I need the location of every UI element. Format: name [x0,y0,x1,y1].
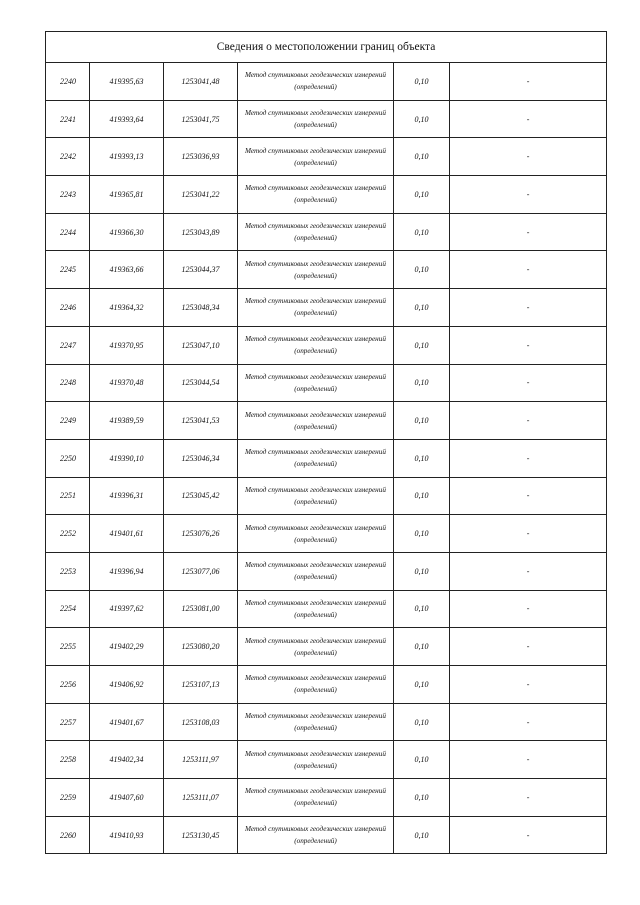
coord-x: 419366,30 [90,213,164,251]
precision-cell: 0,10 [394,779,450,817]
table-row [46,552,607,590]
table-row [46,402,607,440]
description-cell: - [450,590,607,628]
coord-x: 419407,60 [90,779,164,817]
description-cell: - [450,176,607,214]
coord-y: 1253041,22 [164,176,238,214]
method-cell: Метод спутниковых геодезических измерений (определений) [238,100,394,138]
table-row [46,364,607,402]
point-number: 2249 [46,402,90,440]
coord-y: 1253044,54 [164,364,238,402]
coord-x: 419365,81 [90,176,164,214]
coord-y: 1253130,45 [164,816,238,854]
precision-cell: 0,10 [394,251,450,289]
point-number: 2247 [46,326,90,364]
table-row [46,251,607,289]
description-cell: - [450,741,607,779]
table-row [46,439,607,477]
description-cell: - [450,63,607,101]
document-sheet [45,31,606,854]
coord-x: 419402,34 [90,741,164,779]
coord-x: 419390,10 [90,439,164,477]
description-cell: - [450,138,607,176]
point-number: 2241 [46,100,90,138]
method-cell: Метод спутниковых геодезических измерений (определений) [238,213,394,251]
description-cell: - [450,326,607,364]
table-row [46,779,607,817]
description-cell: - [450,251,607,289]
coord-x: 419401,67 [90,703,164,741]
method-cell: Метод спутниковых геодезических измерений (определений) [238,326,394,364]
coord-y: 1253080,20 [164,628,238,666]
description-cell: - [450,816,607,854]
coord-x: 419410,93 [90,816,164,854]
coord-x: 419393,64 [90,100,164,138]
method-cell: Метод спутниковых геодезических измерений (определений) [238,402,394,440]
method-cell: Метод спутниковых геодезических измерений (определений) [238,477,394,515]
description-cell: - [450,552,607,590]
point-number: 2256 [46,666,90,704]
boundary-table [45,31,607,854]
table-row [46,816,607,854]
table-row [46,100,607,138]
description-cell: - [450,779,607,817]
coord-y: 1253046,34 [164,439,238,477]
coord-x: 419393,13 [90,138,164,176]
table-row [46,289,607,327]
precision-cell: 0,10 [394,326,450,364]
description-cell: - [450,213,607,251]
point-number: 2246 [46,289,90,327]
precision-cell: 0,10 [394,741,450,779]
coord-x: 419364,32 [90,289,164,327]
coord-x: 419389,59 [90,402,164,440]
coord-y: 1253041,48 [164,63,238,101]
coord-x: 419370,48 [90,364,164,402]
precision-cell: 0,10 [394,364,450,402]
description-cell: - [450,703,607,741]
precision-cell: 0,10 [394,552,450,590]
precision-cell: 0,10 [394,590,450,628]
point-number: 2259 [46,779,90,817]
point-number: 2258 [46,741,90,779]
coord-x: 419397,62 [90,590,164,628]
coord-y: 1253041,53 [164,402,238,440]
method-cell: Метод спутниковых геодезических измерений (определений) [238,63,394,101]
coord-y: 1253036,93 [164,138,238,176]
table-row [46,666,607,704]
table-row [46,590,607,628]
table-row [46,138,607,176]
coord-y: 1253081,00 [164,590,238,628]
description-cell: - [450,439,607,477]
table-row [46,515,607,553]
method-cell: Метод спутниковых геодезических измерений (определений) [238,138,394,176]
point-number: 2243 [46,176,90,214]
point-number: 2240 [46,63,90,101]
coord-y: 1253043,89 [164,213,238,251]
method-cell: Метод спутниковых геодезических измерений (определений) [238,741,394,779]
precision-cell: 0,10 [394,439,450,477]
method-cell: Метод спутниковых геодезических измерений (определений) [238,176,394,214]
description-cell: - [450,515,607,553]
coord-y: 1253041,75 [164,100,238,138]
coord-y: 1253111,07 [164,779,238,817]
coord-y: 1253047,10 [164,326,238,364]
description-cell: - [450,666,607,704]
method-cell: Метод спутниковых геодезических измерений (определений) [238,666,394,704]
table-row [46,477,607,515]
method-cell: Метод спутниковых геодезических измерений (определений) [238,590,394,628]
coord-x: 419396,31 [90,477,164,515]
coord-x: 419402,29 [90,628,164,666]
table-body [46,63,607,854]
precision-cell: 0,10 [394,515,450,553]
precision-cell: 0,10 [394,63,450,101]
description-cell: - [450,100,607,138]
method-cell: Метод спутниковых геодезических измерений (определений) [238,439,394,477]
method-cell: Метод спутниковых геодезических измерений (определений) [238,779,394,817]
coord-y: 1253077,06 [164,552,238,590]
coord-x: 419396,94 [90,552,164,590]
precision-cell: 0,10 [394,176,450,214]
coord-x: 419406,92 [90,666,164,704]
precision-cell: 0,10 [394,100,450,138]
coord-x: 419395,63 [90,63,164,101]
point-number: 2257 [46,703,90,741]
method-cell: Метод спутниковых геодезических измерений (определений) [238,289,394,327]
coord-y: 1253111,97 [164,741,238,779]
point-number: 2255 [46,628,90,666]
coord-x: 419401,61 [90,515,164,553]
point-number: 2254 [46,590,90,628]
table-row [46,741,607,779]
description-cell: - [450,289,607,327]
method-cell: Метод спутниковых геодезических измерений (определений) [238,816,394,854]
coord-x: 419370,95 [90,326,164,364]
method-cell: Метод спутниковых геодезических измерений (определений) [238,364,394,402]
table-row [46,176,607,214]
precision-cell: 0,10 [394,138,450,176]
precision-cell: 0,10 [394,213,450,251]
method-cell: Метод спутниковых геодезических измерений (определений) [238,515,394,553]
point-number: 2242 [46,138,90,176]
point-number: 2245 [46,251,90,289]
method-cell: Метод спутниковых геодезических измерений (определений) [238,552,394,590]
precision-cell: 0,10 [394,628,450,666]
coord-y: 1253108,03 [164,703,238,741]
method-cell: Метод спутниковых геодезических измерений (определений) [238,628,394,666]
point-number: 2260 [46,816,90,854]
precision-cell: 0,10 [394,666,450,704]
description-cell: - [450,628,607,666]
description-cell: - [450,364,607,402]
precision-cell: 0,10 [394,477,450,515]
coord-y: 1253044,37 [164,251,238,289]
point-number: 2252 [46,515,90,553]
precision-cell: 0,10 [394,402,450,440]
table-row [46,628,607,666]
point-number: 2244 [46,213,90,251]
precision-cell: 0,10 [394,289,450,327]
precision-cell: 0,10 [394,703,450,741]
point-number: 2248 [46,364,90,402]
table-row [46,213,607,251]
coord-x: 419363,66 [90,251,164,289]
point-number: 2250 [46,439,90,477]
method-cell: Метод спутниковых геодезических измерений (определений) [238,251,394,289]
coord-y: 1253076,26 [164,515,238,553]
description-cell: - [450,402,607,440]
precision-cell: 0,10 [394,816,450,854]
coord-y: 1253107,13 [164,666,238,704]
point-number: 2253 [46,552,90,590]
coord-y: 1253045,42 [164,477,238,515]
method-cell: Метод спутниковых геодезических измерений (определений) [238,703,394,741]
table-title: Сведения о местоположении границ объекта [46,32,607,63]
description-cell: - [450,477,607,515]
coord-y: 1253048,34 [164,289,238,327]
table-row [46,326,607,364]
table-row [46,63,607,101]
point-number: 2251 [46,477,90,515]
table-row [46,703,607,741]
